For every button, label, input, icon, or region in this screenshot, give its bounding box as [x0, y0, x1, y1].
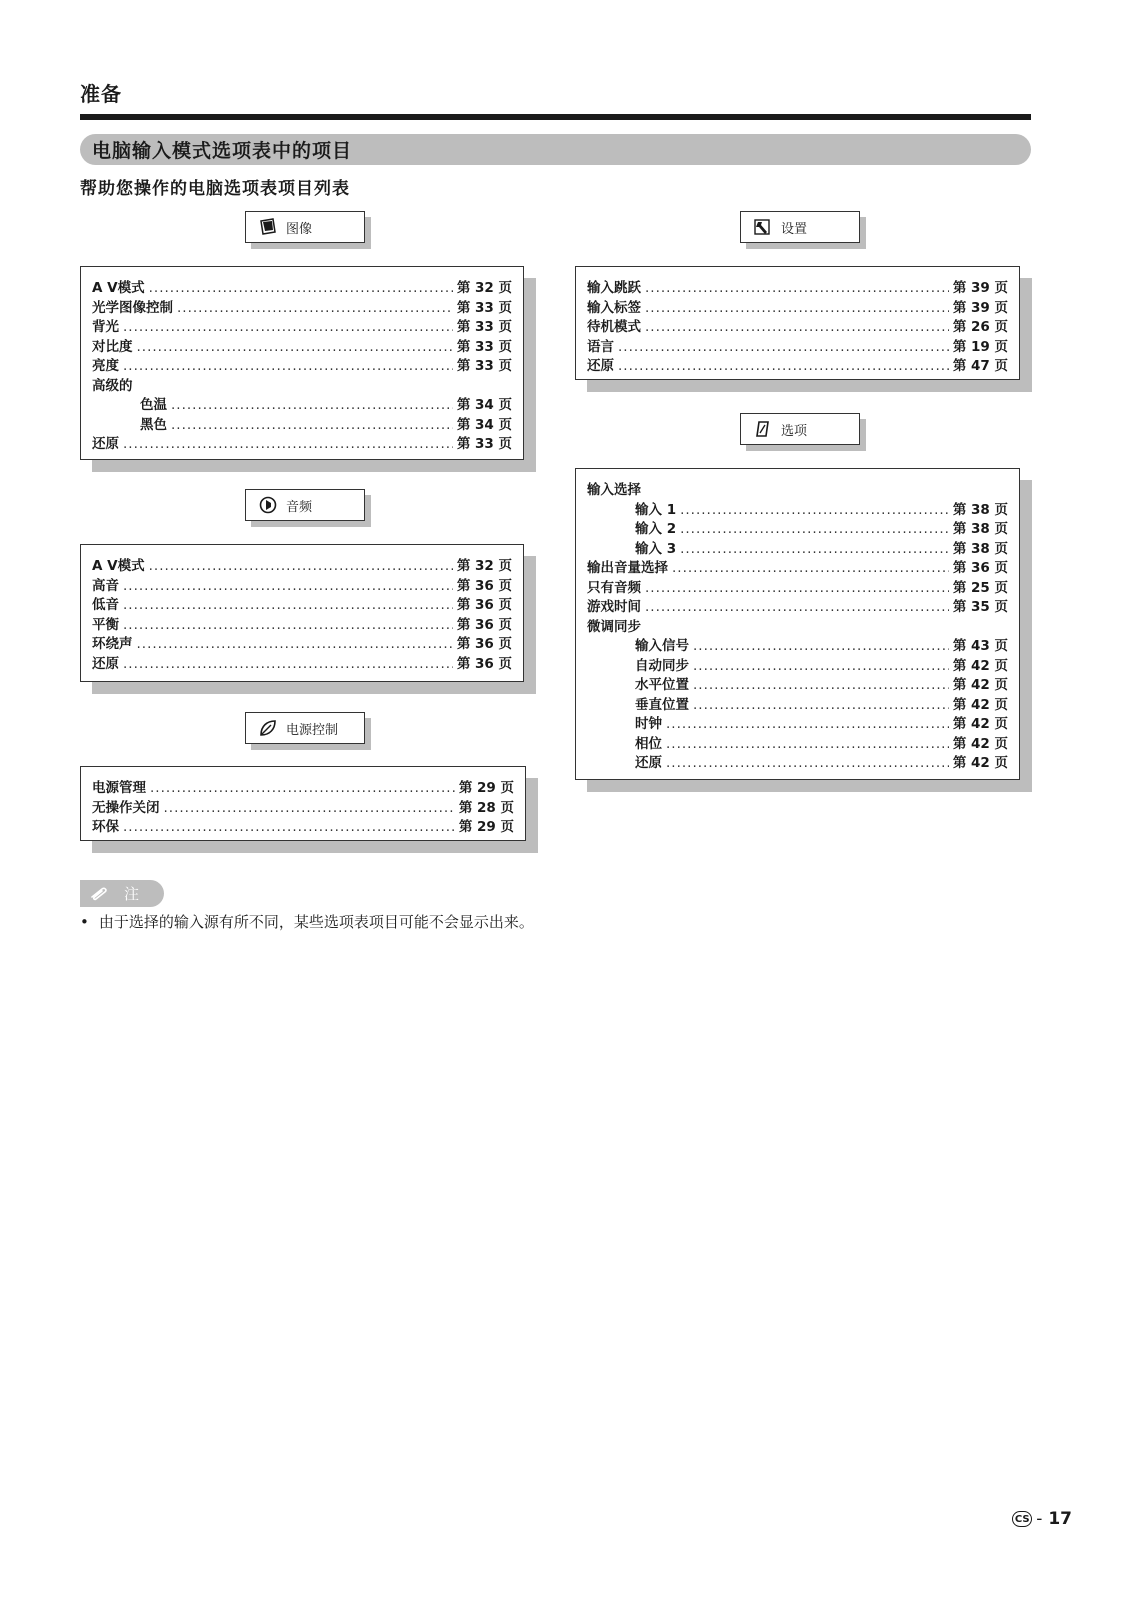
page-title: 电脑输入模式选项表中的项目 [80, 134, 1031, 165]
note-text [80, 911, 534, 932]
list-item: 输入 3 ..... 第 38 页 [587, 537, 1008, 557]
list-item: 还原 ..... 第 36 页 [92, 652, 512, 672]
list-item: 低音 ..... 第 36 页 [92, 593, 512, 613]
list-item: 对比度 ..... 第 33 页 [92, 335, 512, 355]
tab-audio-label: 音频 [286, 499, 313, 515]
leaf-icon [258, 718, 278, 738]
page-subtitle: 帮助您操作的电脑选项表项目列表 [80, 179, 350, 199]
list-item: 还原 ..... 第 42 页 [587, 751, 1008, 771]
list-item: 输出音量选择 ..... 第 36 页 [587, 556, 1008, 576]
picture-icon [258, 217, 278, 237]
page-number [1012, 1509, 1072, 1529]
list-item: 水平位置 ..... 第 42 页 [587, 673, 1008, 693]
audio-menu-box [80, 544, 524, 682]
power-menu-box [80, 766, 526, 841]
note-content: 由于选择的输入源有所不同，某些选项表项目可能不会显示出来。 [98, 913, 534, 931]
list-item: 输入 1 ..... 第 38 页 [587, 498, 1008, 518]
list-item: A V模式 ..... 第 32 页 [92, 554, 512, 574]
language-mark: CS [1012, 1511, 1032, 1527]
list-item: 背光 ..... 第 33 页 [92, 315, 512, 335]
list-item: 平衡 ..... 第 36 页 [92, 613, 512, 633]
picture-menu-box [80, 266, 524, 460]
list-item: A V模式 ..... 第 32 页 [92, 276, 512, 296]
list-item: 还原 ..... 第 33 页 [92, 432, 512, 452]
list-item: 时钟 ..... 第 42 页 [587, 712, 1008, 732]
list-item: 垂直位置 ..... 第 42 页 [587, 693, 1008, 713]
list-item: 游戏时间 ..... 第 35 页 [587, 595, 1008, 615]
list-item: 高级的 [92, 377, 133, 394]
option-icon [753, 419, 773, 439]
list-item: 环保 ..... 第 29 页 [92, 815, 514, 835]
note-bullet: • [80, 913, 89, 931]
list-item: 微调同步 [587, 618, 641, 635]
list-item: 自动同步 ..... 第 42 页 [587, 654, 1008, 674]
list-item: 输入选择 [587, 482, 641, 498]
tab-picture [245, 211, 365, 243]
tab-picture-label: 图像 [286, 221, 313, 237]
list-item: 输入信号 ..... 第 43 页 [587, 634, 1008, 654]
tab-power-control-label: 电源控制 [286, 722, 339, 738]
audio-icon [258, 495, 278, 515]
list-item: 色温 ..... 第 34 页 [92, 393, 512, 413]
list-item: 黑色 ..... 第 34 页 [92, 413, 512, 433]
list-item: 语言 ..... 第 19 页 [587, 335, 1008, 355]
list-item: 无操作关闭 ..... 第 28 页 [92, 796, 514, 816]
setup-menu-box [575, 266, 1020, 380]
list-item: 输入跳跃 ..... 第 39 页 [587, 276, 1008, 296]
list-item: 还原 ..... 第 47 页 [587, 354, 1008, 374]
paperclip-icon [88, 885, 112, 903]
list-item: 输入 2 ..... 第 38 页 [587, 517, 1008, 537]
header-rule [80, 114, 1031, 120]
page-number-value: 17 [1048, 1509, 1072, 1529]
note-badge-label: 注 [124, 885, 140, 903]
list-item: 只有音频 ..... 第 25 页 [587, 576, 1008, 596]
tab-option-label: 选项 [781, 423, 808, 439]
list-item: 高音 ..... 第 36 页 [92, 574, 512, 594]
list-item: 待机模式 ..... 第 26 页 [587, 315, 1008, 335]
option-menu-box [575, 468, 1020, 780]
list-item: 电源管理 ..... 第 29 页 [92, 776, 514, 796]
tab-option [740, 413, 860, 445]
note-badge [80, 880, 164, 907]
tab-setup [740, 211, 860, 243]
list-item: 光学图像控制 ..... 第 33 页 [92, 296, 512, 316]
page-number-separator: - [1036, 1509, 1043, 1529]
tab-audio [245, 489, 365, 521]
tab-power-control [245, 712, 365, 744]
wrench-icon [753, 217, 773, 237]
list-item: 环绕声 ..... 第 36 页 [92, 632, 512, 652]
list-item: 输入标签 ..... 第 39 页 [587, 296, 1008, 316]
list-item: 亮度 ..... 第 33 页 [92, 354, 512, 374]
list-item: 相位 ..... 第 42 页 [587, 732, 1008, 752]
tab-setup-label: 设置 [781, 221, 808, 237]
section-title: 准备 [80, 82, 122, 106]
